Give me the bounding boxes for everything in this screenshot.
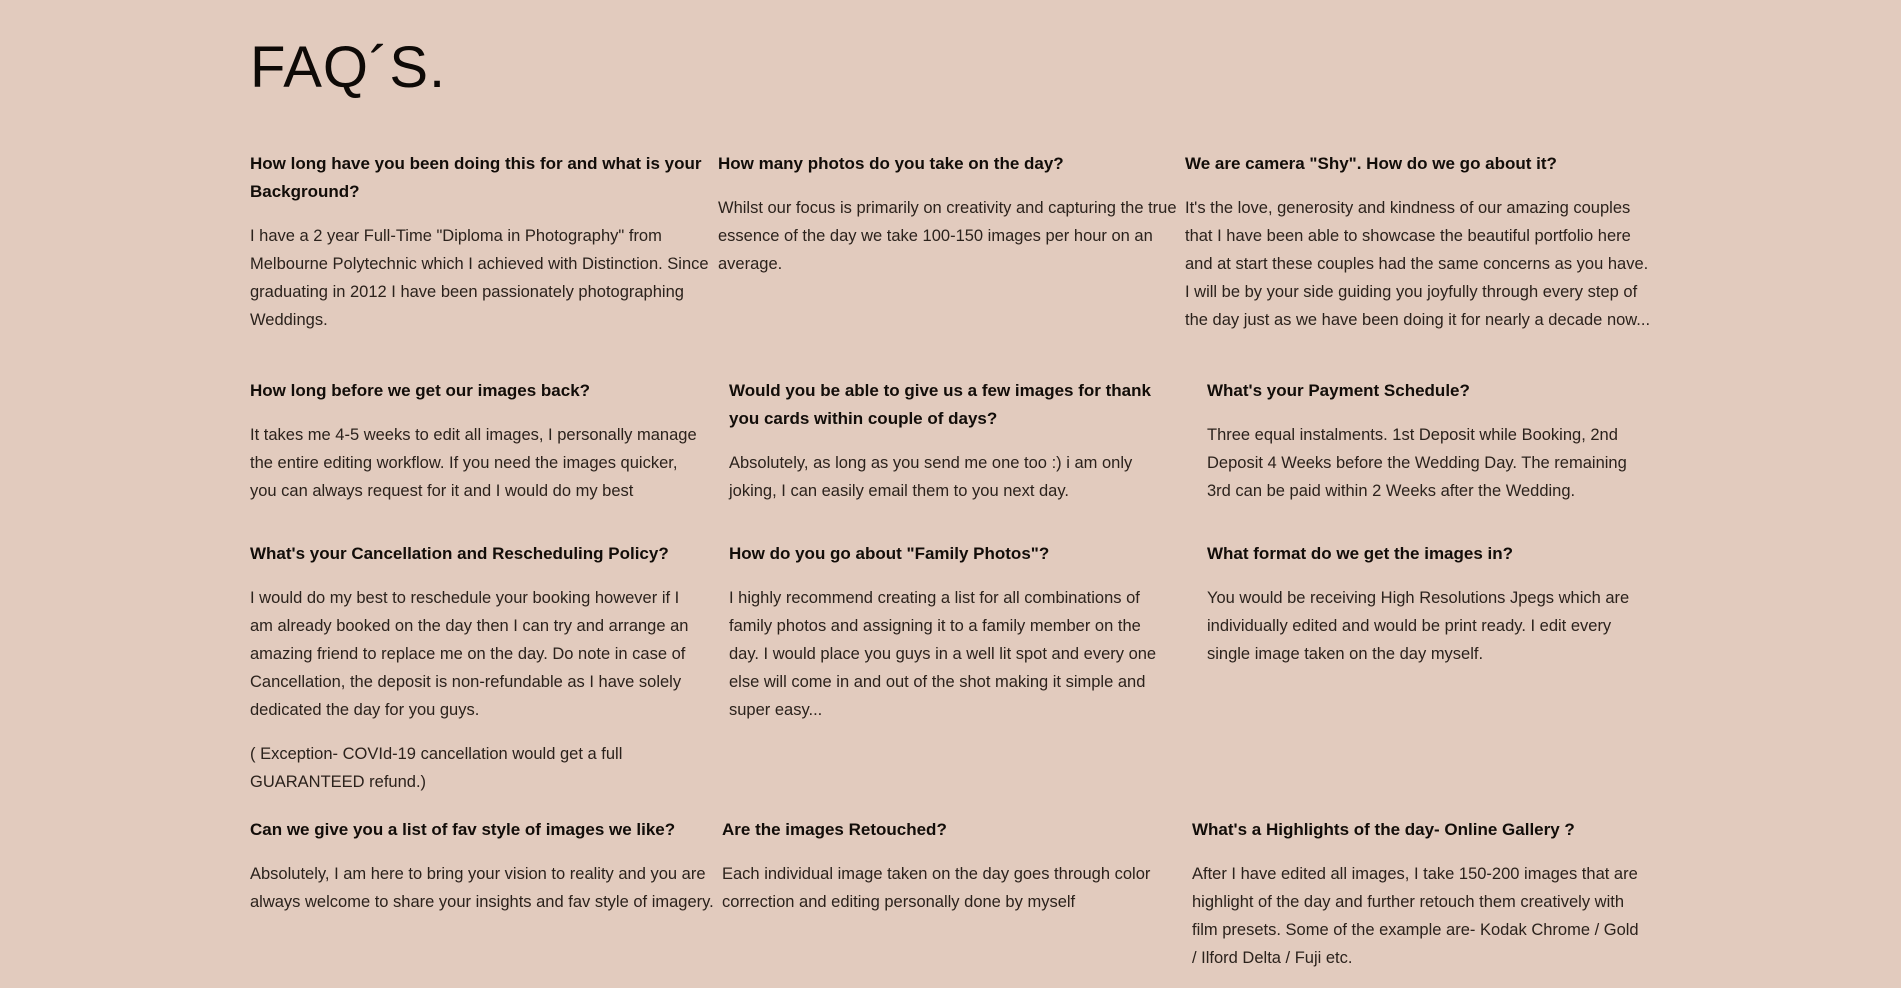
faq-item-payment-schedule xyxy=(1207,377,1647,505)
faq-question: What's a Highlights of the day- Online Gallery ? xyxy=(1192,820,1575,839)
faq-item-photo-count xyxy=(718,150,1186,278)
faq-answer: Each individual image taken on the day goes through color correction and editing personally done by myself xyxy=(722,865,1151,911)
faq-question: How long before we get our images back? xyxy=(250,381,591,400)
faq-question: What's your Payment Schedule? xyxy=(1207,381,1470,400)
faq-item-retouching xyxy=(722,816,1177,916)
faq-answer: I have a 2 year Full-Time "Diploma in Photography" from Melbourne Polytechnic which I achieved with Distinction. Since graduating in 2012 I have been passionately photographing Weddings. xyxy=(250,227,709,329)
faq-question: Can we give you a list of fav style of images we like? xyxy=(250,820,676,839)
faq-item-camera-shy xyxy=(1185,150,1651,334)
faq-answer-note: ( Exception- COVId-19 cancellation would get a full GUARANTEED refund.) xyxy=(250,745,623,791)
faq-question: How many photos do you take on the day? xyxy=(718,154,1064,173)
faq-answer: Three equal instalments. 1st Deposit while Booking, 2nd Deposit 4 Weeks before the Wedding Day. The remaining 3rd can be paid within 2 Weeks after the Wedding. xyxy=(1207,426,1627,500)
faq-item-style-list xyxy=(250,816,724,916)
faq-item-image-format xyxy=(1207,540,1647,668)
faq-question: How long have you been doing this for and what is your Background? xyxy=(250,154,702,201)
faq-item-cancellation xyxy=(250,540,702,796)
faq-item-highlights-gallery xyxy=(1192,816,1644,972)
faq-answer: I would do my best to reschedule your booking however if I am already booked on the day then I can try and arrange an amazing friend to replace me on the day. Do note in case of Cancellation, the deposit is non-refundable as I have solely dedicated the day for you guys. xyxy=(250,589,689,719)
faq-answer: It's the love, generosity and kindness of our amazing couples that I have been able to showcase the beautiful portfolio here and at start these couples had the same concerns as you have. I will be by your side guiding you joyfully through every step of the day just as we have been doing it for nearly a decade now... xyxy=(1185,199,1651,329)
faq-question: Would you be able to give us a few images for thank you cards within couple of days? xyxy=(729,381,1151,428)
faq-question: What format do we get the images in? xyxy=(1207,544,1514,563)
faq-question: What's your Cancellation and Rescheduling Policy? xyxy=(250,544,669,563)
faq-answer: Absolutely, I am here to bring your vision to reality and you are always welcome to share your insights and fav style of imagery. xyxy=(250,865,714,911)
page-title: FAQ´S. xyxy=(250,35,447,100)
faq-question: Are the images Retouched? xyxy=(722,820,947,839)
faq-answer: I highly recommend creating a list for all combinations of family photos and assigning it to a family member on the day. I would place you guys in a well lit spot and every one else will come in and out of the shot making it simple and super easy... xyxy=(729,589,1157,719)
faq-item-experience xyxy=(250,150,718,334)
faq-question: How do you go about "Family Photos"? xyxy=(729,544,1050,563)
faq-answer: Whilst our focus is primarily on creativity and capturing the true essence of the day we take 100-150 images per hour on an average. xyxy=(718,199,1177,273)
faq-answer: You would be receiving High Resolutions Jpegs which are individually edited and would be print ready. I edit every single image taken on the day myself. xyxy=(1207,589,1630,663)
faq-item-family-photos xyxy=(729,540,1169,724)
faq-question: We are camera "Shy". How do we go about it? xyxy=(1185,154,1557,173)
faq-item-thank-you-cards xyxy=(729,377,1169,505)
faq-item-turnaround xyxy=(250,377,702,505)
faq-answer: It takes me 4-5 weeks to edit all images, I personally manage the entire editing workflow. If you need the images quicker, you can always request for it and I would do my best xyxy=(250,426,697,500)
faq-answer: Absolutely, as long as you send me one too :) i am only joking, I can easily email them to you next day. xyxy=(729,454,1133,500)
faq-answer: After I have edited all images, I take 150-200 images that are highlight of the day and further retouch them creatively with film presets. Some of the example are- Kodak Chrome / Gold / Ilford Delta / Fuji etc. xyxy=(1192,865,1639,967)
